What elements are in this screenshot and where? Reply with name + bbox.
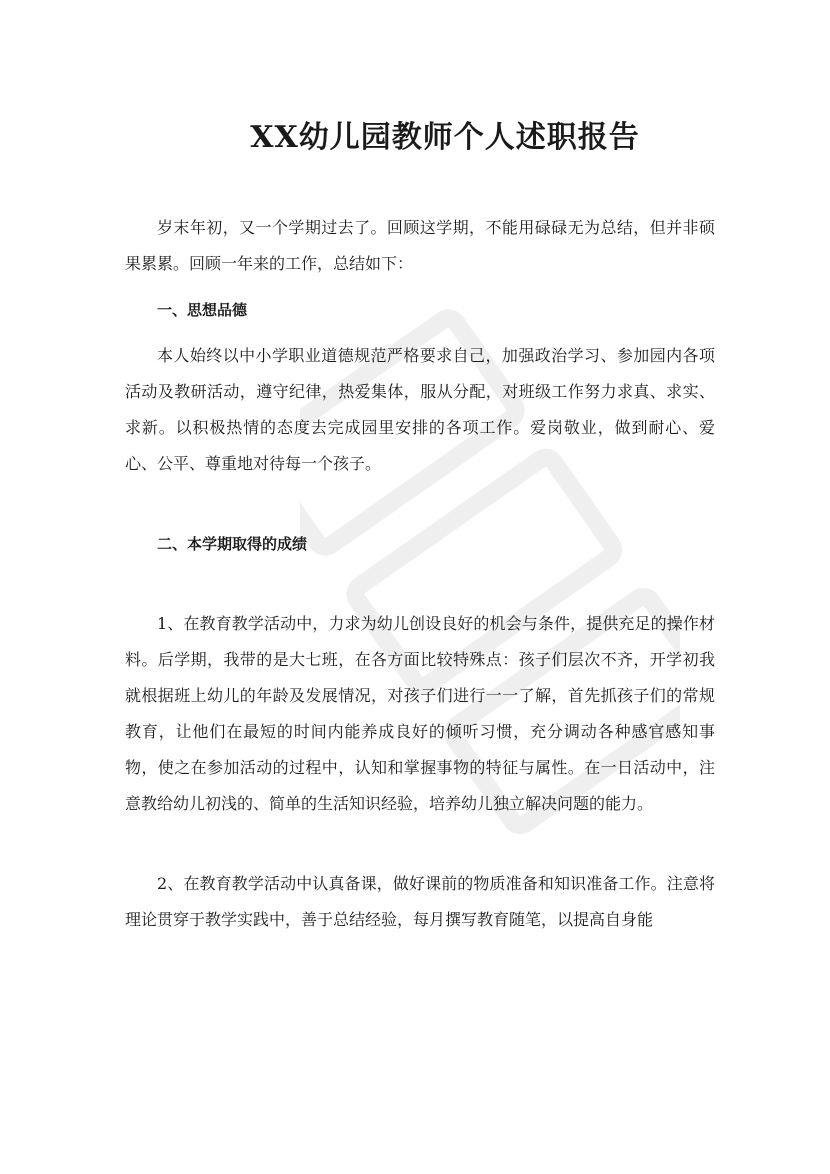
achievement-item-2: 2、在教育教学活动中认真备课，做好课前的物质准备和知识准备工作。注意将理论贯穿于教学实践中，善于总结经验，每月撰写教育随笔，以提高自身能 (125, 874, 715, 929)
document-title: XX幼儿园教师个人述职报告 (250, 120, 640, 155)
section-heading-achievements: 二、本学期取得的成绩 (157, 535, 308, 553)
ethics-paragraph: 本人始终以中小学职业道德规范严格要求自己，加强政治学习、参加园内各项活动及教研活动，遵守纪律，热爱集体，服从分配，对班级工作努力求真、求实、求新。以积极热情的态度去完成园里安排的各项工作。爱岗敬业，做到耐心、爱心、公平、尊重地对待每一个孩子。 (125, 346, 715, 473)
achievement-item-1: 1、在教育教学活动中，力求为幼儿创设良好的机会与条件，提供充足的操作材料。后学期，我带的是大七班，在各方面比较特殊点：孩子们层次不齐，开学初我就根据班上幼儿的年龄及发展情况，对孩子们进行一一了解，首先抓孩子们的常规教育，让他们在最短的时间内能养成良好的倾听习惯，充分调动各种感官感知事物，使之在参加活动的过程中，认知和掌握事物的特征与属性。在一日活动中，注意教给幼儿初浅的、简单的生活知识经验，培养幼儿独立解决问题的能力。 (125, 614, 715, 813)
section-heading-ethics: 一、思想品德 (157, 301, 248, 319)
document-body (125, 210, 715, 938)
intro-paragraph: 岁末年初，又一个学期过去了。回顾这学期，不能用碌碌无为总结，但并非硕果累累。回顾一年来的工作，总结如下： (125, 218, 715, 273)
